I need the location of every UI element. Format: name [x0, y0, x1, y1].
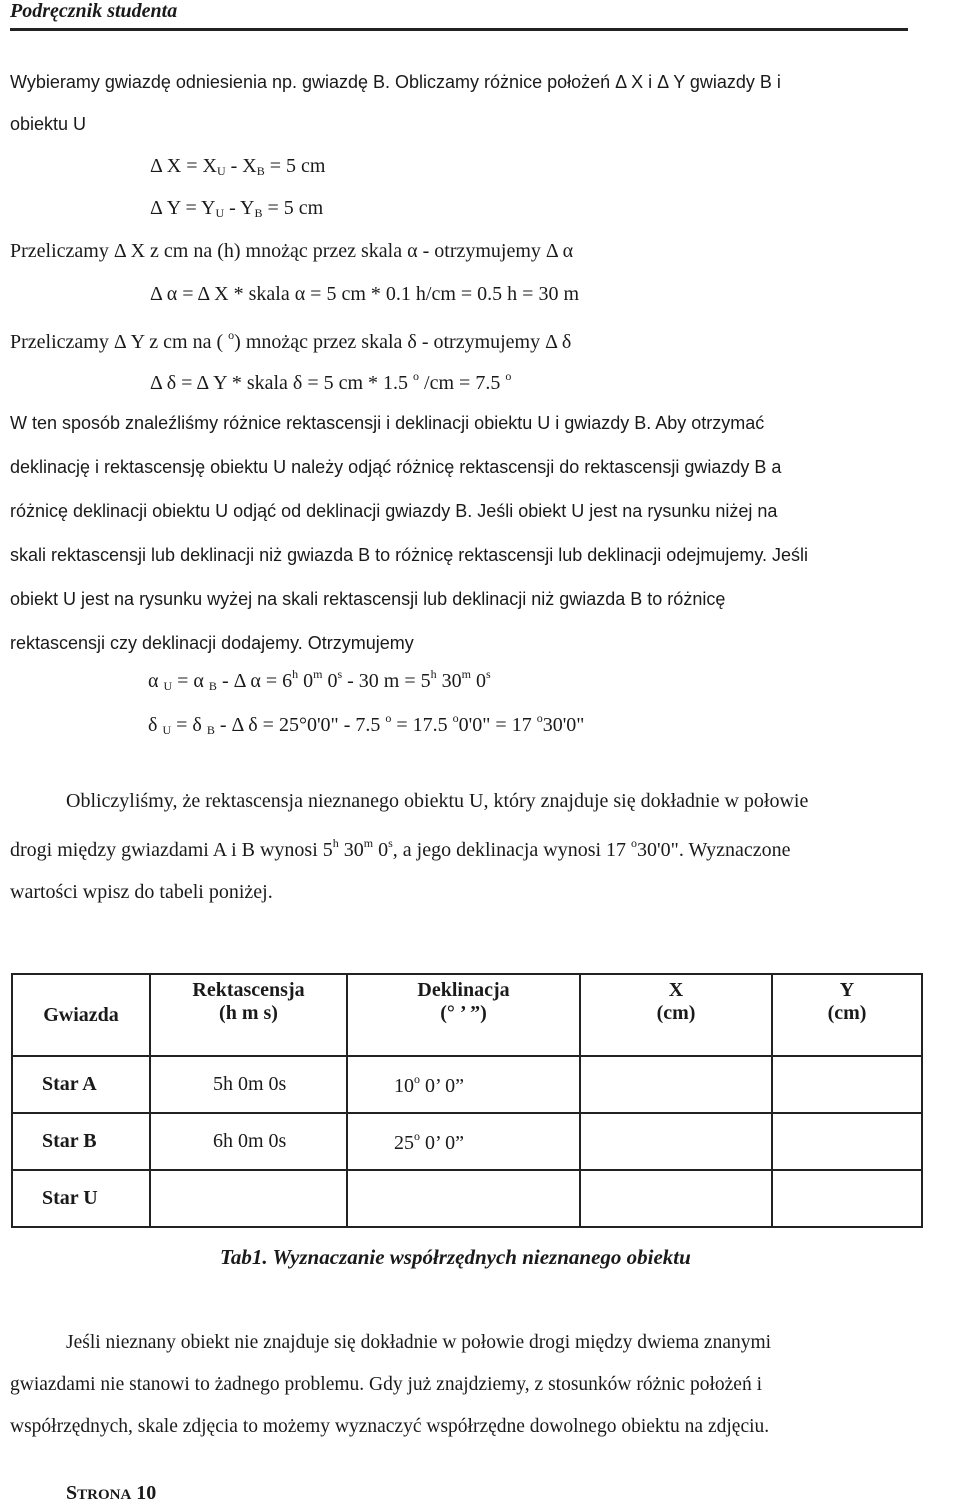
- table-row: [12, 1170, 922, 1227]
- equation-delta-alpha: Δ α = Δ X * skala α = 5 cm * 0.1 h/cm = 0.5 h = 30 m: [150, 283, 580, 305]
- cell-dec[interactable]: [347, 1170, 580, 1227]
- paragraph-explanation: [10, 401, 935, 665]
- paragraph-line: drogi między gwiazdami A i B wynosi 5$^h$ 30$^m$ 0$^s$, a jego deklinacja wynosi 17 $^o$30'0". Wyznaczone: [10, 836, 791, 861]
- paragraph-closing: [10, 1322, 935, 1448]
- cell-star-name: Star B: [12, 1113, 150, 1170]
- cell-ra[interactable]: [150, 1170, 347, 1227]
- paragraph-line: różnicę deklinacji obiektu U odjąć od deklinacji gwiazdy B. Jeśli obiekt U jest na rysunku niżej na: [10, 501, 778, 521]
- cell-x[interactable]: [580, 1113, 772, 1170]
- cell-y[interactable]: [772, 1056, 922, 1113]
- cell-ra: 6h 0m 0s: [150, 1113, 347, 1170]
- cell-star-name: Star A: [12, 1056, 150, 1113]
- header-dec: Deklinacja (° ’ ”): [347, 974, 580, 1056]
- paragraph-line: deklinację i rektascensję obiektu U należy odjąć różnicę rektascensji do rektascensji gwiazdy B a: [10, 457, 782, 477]
- cell-star-name: Star U: [12, 1170, 150, 1227]
- page-header-title: Podręcznik studenta: [10, 0, 178, 22]
- cell-dec: 25$^o$ 0’ 0”: [347, 1113, 580, 1170]
- header-ra: Rektascensja (h m s): [150, 974, 347, 1056]
- cell-x[interactable]: [580, 1170, 772, 1227]
- equation-delta-x: Δ $X = X_U - X_B = 5$ cm: [150, 155, 326, 178]
- table-row: [12, 1113, 922, 1170]
- paragraph-line: W ten sposób znaleźliśmy różnice rektascensji i deklinacji obiektu U i gwiazdy B. Aby otrzymać: [10, 413, 765, 433]
- header-rule: [10, 28, 908, 31]
- conversion-x-text: Przeliczamy Δ X z cm na (h) mnożąc przez skala α - otrzymujemy Δ α: [10, 240, 574, 262]
- cell-x[interactable]: [580, 1056, 772, 1113]
- table-header-row: [12, 974, 922, 1056]
- header-y: Y (cm): [772, 974, 922, 1056]
- header-x: X (cm): [580, 974, 772, 1056]
- paragraph-line: gwiazdami nie stanowi to żadnego problemu. Gdy już znajdziemy, z stosunków różnic położeń i: [10, 1374, 762, 1395]
- paragraph-line: skali rektascensji lub deklinacji niż gwiazda B to różnicę rektascensji lub deklinacji odejmujemy. Jeśli: [10, 545, 809, 565]
- cell-ra: 5h 0m 0s: [150, 1056, 347, 1113]
- paragraph-line: obiekt U jest na rysunku wyżej na skali rektascensji lub deklinacji niż gwiazda B to różnicę: [10, 589, 726, 609]
- header-star: Gwiazda: [12, 974, 150, 1056]
- equation-delta-u: δ $_U$ = δ $_B$ - Δ δ = 25°0'0" - 7.5 $^o$ = 17.5 $^o$0'0" = 17 $^o$30'0": [148, 711, 585, 737]
- equation-alpha-u: α $_U$ = α $_B$ - Δ $\alpha = 6^h$ 0$^m$ 0$^s$ - 30 $m = 5^h$ 30$^m$ 0$^s$: [148, 667, 491, 693]
- equation-delta-y: Δ $Y = Y_U - Y_B = 5$ cm: [150, 197, 324, 220]
- table-row: [12, 1056, 922, 1113]
- paragraph-line: wartości wpisz do tabeli poniżej.: [10, 881, 273, 903]
- paragraph-line: Obliczyliśmy, że rektascensja nieznanego obiektu U, który znajduje się dokładnie w połowie: [66, 790, 809, 812]
- cell-dec: 10$^o$ 0’ 0”: [347, 1056, 580, 1113]
- page-footer: STRONA 10: [66, 1482, 157, 1504]
- cell-y[interactable]: [772, 1170, 922, 1227]
- table-caption: Tab1. Wyznaczanie współrzędnych nieznanego obiektu: [220, 1245, 691, 1269]
- cell-y[interactable]: [772, 1113, 922, 1170]
- conversion-y-text: Przeliczamy Δ Y z cm na ( $^o$) mnożąc przez skala δ - otrzymujemy Δ δ: [10, 328, 572, 353]
- paragraph-line: współrzędnych, skale zdjęcia to możemy wyznaczyć współrzędne dowolnego obiektu na zdjęciu.: [10, 1416, 770, 1437]
- paragraph-line: Jeśli nieznany obiekt nie znajduje się dokładnie w połowie drogi między dwiema znanymi: [66, 1332, 772, 1353]
- equation-delta-delta: Δ δ = Δ Y * skala δ = 5 cm * 1.5 $^o$ /cm = 7.5 $^o$: [150, 369, 512, 394]
- paragraph-line: rektascensji czy deklinacji dodajemy. Otrzymujemy: [10, 633, 414, 653]
- paragraph-result: [10, 780, 935, 913]
- star-coordinates-table: [11, 973, 923, 1228]
- intro-line-1: Wybieramy gwiazdę odniesienia np. gwiazdę B. Obliczamy różnice położeń Δ X i Δ Y gwiazdy B i: [10, 72, 781, 92]
- intro-line-2: obiektu U: [10, 114, 87, 134]
